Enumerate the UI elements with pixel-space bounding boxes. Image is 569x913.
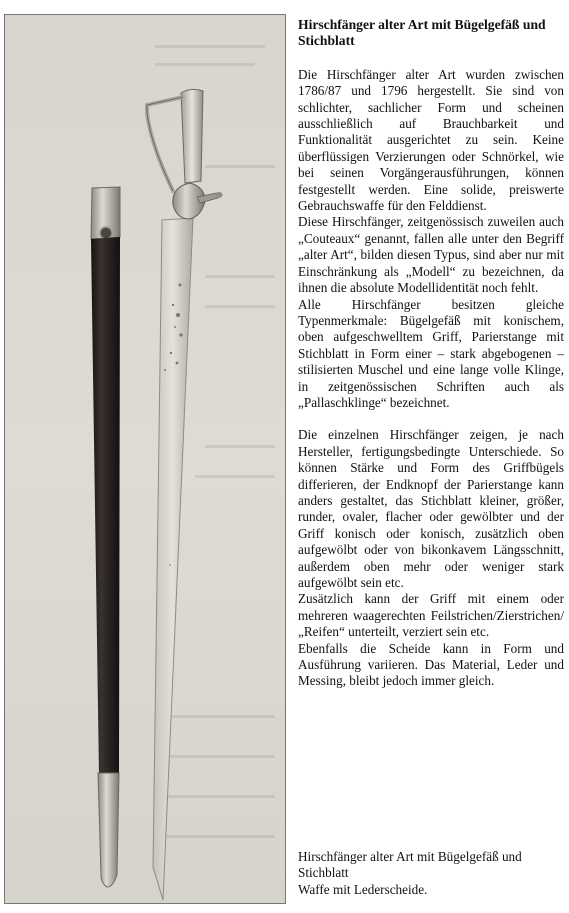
paragraph-features: Alle Hirschfänger besitzen gleiche Typenmerkmale: Bügelgefäß mit konischem, oben aufgeschwelltem Griff, Parierstange mit Stichblatt in Form einer – stark abgebogenen – stilisierten Muschel und eine lange volle Klinge, in zeitgenössischen Schriften auch als „Pallaschklinge“ bezeichnet. bbox=[298, 296, 564, 410]
paragraph-scabbard: Ebenfalls die Scheide kann in Form und Ausführung variieren. Das Material, Leder und Messing, bleibt jedoch immer gleich. bbox=[298, 640, 564, 689]
photo-caption bbox=[298, 849, 564, 898]
caption-subtitle: Waffe mit Lederscheide. bbox=[298, 881, 428, 897]
paragraph-grip: Zusätzlich kann der Griff mit einem oder mehreren waagerechten Feilstrichen/Zierstrichen/„Reifen“ unterteilt, verziert sein etc. bbox=[298, 591, 564, 640]
scabbard-stud bbox=[100, 227, 112, 239]
scabbard-chape bbox=[98, 773, 119, 887]
sword-knuckle-bow bbox=[147, 97, 183, 191]
sword-grip bbox=[181, 89, 203, 183]
article-text bbox=[298, 17, 564, 690]
paragraph-couteaux: Diese Hirschfänger, zeitgenössisch zuweilen auch „Couteaux“ genannt, fallen alle unter den Begriff „alter Art“, bilden diesen Typus, sind aber nur mit Einschränkung als „Modell“ zu bezeichnen, da ihnen die absolute Modellidentität noch fehlt. bbox=[298, 214, 564, 296]
quillon-knob bbox=[216, 192, 223, 198]
scabbard bbox=[91, 187, 120, 887]
scabbard-leather bbox=[91, 237, 120, 775]
sword-photograph bbox=[4, 14, 286, 904]
article-heading: Hirschfänger alter Art mit Bügelgefäß und Stichblatt bbox=[298, 17, 546, 49]
paragraph-dating: Die Hirschfänger alter Art wurden zwischen 1786/87 und 1796 hergestellt. Sie sind von schlichter, sachlicher Form und scheinen ausschließlich auf Brauchbarkeit und Funktionalität ausgerichtet zu sein. Keine überflüssigen Verzierungen oder Schnörkel, wie bei seinen Vorgängerausführungen, können festgestellt werden. Eine solide, preiswerte Gebrauchswaffe für den Felddienst. bbox=[298, 66, 564, 214]
caption-title: Hirschfänger alter Art mit Bügelgefäß und Stichblatt bbox=[298, 849, 522, 881]
paragraph-variations: Die einzelnen Hirschfänger zeigen, je nach Hersteller, fertigungsbedingte Unterschiede. So können Stärke und Form des Griffbügels differieren, der Endknopf der Parierstange kann anders gestaltet, das Stichblatt kleiner, größer, runder, ovaler, flacher oder gewölbter und der Griff konisch oder konisch, zusätzlich oben aufgewölbt oder von bikonkavem Längsschnitt, außerdem oben mehr oder weniger stark aufgewölbt sein etc. bbox=[298, 427, 564, 590]
hanger-sword bbox=[147, 89, 223, 900]
